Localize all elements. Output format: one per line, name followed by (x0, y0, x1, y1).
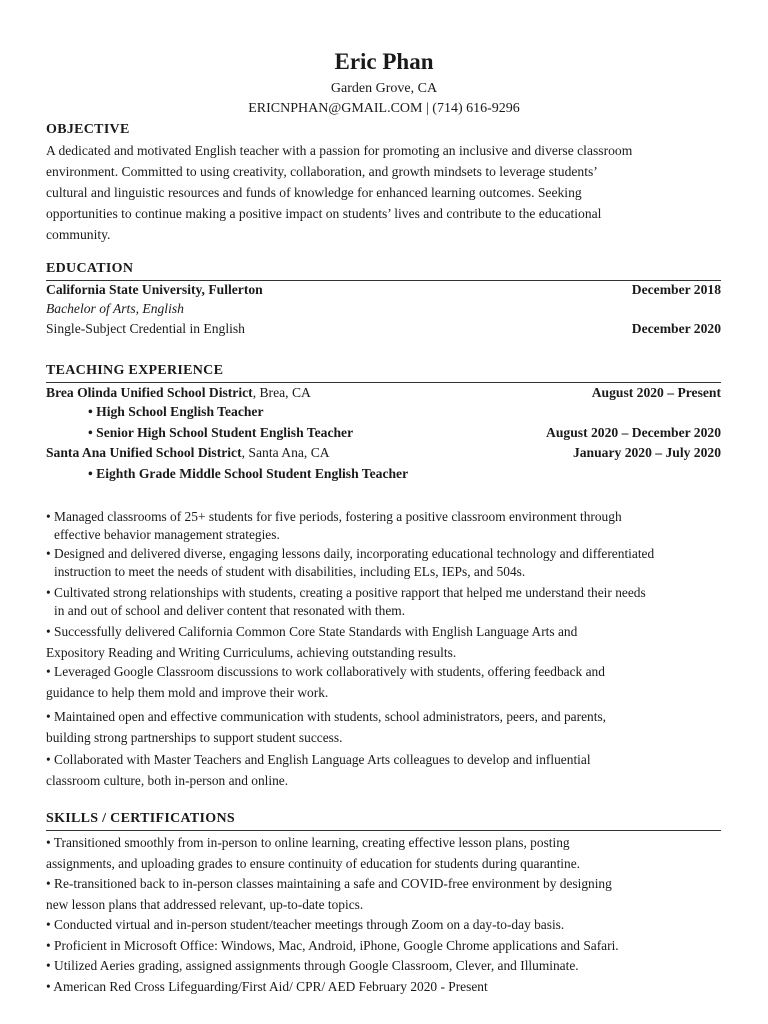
bullet-line: • Collaborated with Master Teachers and English Language Arts colleagues to develop and influential (46, 752, 591, 767)
district1-row (46, 385, 721, 405)
skill-line: • Re-transitioned back to in-person classes maintaining a safe and COVID-free environment by designing (46, 876, 612, 891)
bullet-line: • Cultivated strong relationships with students, creating a positive rapport that helped me understand their needs (46, 585, 646, 600)
school-name: California State University, Fullerton (46, 282, 263, 297)
skill-line: • Transitioned smoothly from in-person to online learning, creating effective lesson plans, posting (46, 835, 570, 850)
skill-line: • Utilized Aeries grading, assigned assignments through Google Classroom, Clever, and Illuminate. (46, 958, 579, 973)
degree: Bachelor of Arts, English (46, 301, 184, 316)
bullet-line: building strong partnerships to support student success. (46, 730, 343, 745)
credential-row (46, 321, 721, 341)
experience-title: TEACHING EXPERIENCE (46, 363, 224, 378)
experience-bullet (46, 508, 736, 544)
bullet-line: instruction to meet the needs of student with disabilities, including ELs, IEPs, and 504s. (54, 564, 526, 579)
education-title: EDUCATION (46, 261, 134, 276)
skills-title: SKILLS / CERTIFICATIONS (46, 811, 235, 826)
experience-bullet (46, 545, 736, 581)
objective-line: opportunities to continue making a positive impact on students’ lives and contribute to the educational (46, 206, 602, 221)
objective-section (46, 122, 721, 245)
bullet-line: • Maintained open and effective communication with students, school administrators, peers, and parents, (46, 709, 607, 724)
bullet-line: classroom culture, both in-person and online. (46, 773, 289, 788)
location: Garden Grove, CA (330, 81, 438, 96)
objective-line: A dedicated and motivated English teacher with a passion for promoting an inclusive and diverse classroom (46, 143, 633, 158)
experience-bullet (46, 749, 736, 791)
bullet-line: • Successfully delivered California Common Core State Standards with English Language Arts and (46, 624, 578, 639)
role1: • High School English Teacher (88, 404, 264, 419)
bullet-line: effective behavior management strategies. (54, 527, 280, 542)
skills-list (46, 833, 736, 997)
candidate-name: Eric Phan (334, 49, 434, 74)
bullet-line: in and out of school and deliver content that resonated with them. (54, 603, 406, 618)
contact-line: ERICNPHAN@GMAIL.COM | (714) 616-9296 (248, 101, 520, 116)
objective-line: cultural and linguistic resources and funds of knowledge for enhanced learning outcomes. Seeking (46, 185, 582, 200)
objective-text (46, 140, 721, 245)
district2-location: , Santa Ana, CA (241, 445, 330, 460)
skill-line: • Conducted virtual and in-person student/teacher meetings through Zoom on a day-to-day basis. (46, 917, 565, 932)
skill-line: assignments, and uploading grades to ensure continuity of education for students during quarantine. (46, 855, 581, 871)
bullet-line: • Designed and delivered diverse, engaging lessons daily, incorporating educational technology and differentiated (46, 546, 655, 561)
skill-line: • American Red Cross Lifeguarding/First Aid/ CPR/ AED February 2020 - Present (46, 978, 488, 994)
bullet-line: guidance to help them mold and improve their work. (46, 685, 329, 700)
experience-bullet (46, 584, 736, 620)
role3: • Eighth Grade Middle School Student English Teacher (88, 466, 409, 481)
district2-date: January 2020 – July 2020 (572, 445, 721, 460)
district1-date: August 2020 – Present (591, 385, 721, 400)
degree-row (46, 301, 721, 321)
experience-bullet (46, 706, 736, 748)
bullet-line: • Leveraged Google Classroom discussions to work collaboratively with students, offering feedback and (46, 664, 605, 679)
skill-line: new lesson plans that addressed relevant, up-to-date topics. (46, 896, 364, 912)
objective-line: environment. Committed to using creativity, collaboration, and growth mindsets to leverage students’ (46, 164, 598, 179)
school-date: December 2018 (631, 282, 721, 297)
district2-name: Santa Ana Unified School District (46, 445, 242, 460)
district1-name: Brea Olinda Unified School District (46, 385, 253, 400)
district1 (46, 385, 311, 401)
district1-location: , Brea, CA (252, 385, 311, 400)
skills-header (46, 811, 721, 831)
experience-header (46, 363, 721, 383)
bullet-line: Expository Reading and Writing Curriculums, achieving outstanding results. (46, 645, 457, 660)
skill-line: • Proficient in Microsoft Office: Windows, Mac, Android, iPhone, Google Chrome applications and Safari. (46, 937, 619, 953)
district2-row (46, 445, 721, 465)
credential: Single-Subject Credential in English (46, 321, 245, 336)
education-school-row (46, 282, 721, 302)
objective-title: OBJECTIVE (46, 122, 130, 137)
experience-bullet (46, 661, 736, 703)
education-header (46, 261, 721, 281)
experience-bullet (46, 621, 736, 663)
bullet-line: • Managed classrooms of 25+ students for five periods, fostering a positive classroom environment through (46, 509, 622, 524)
role2-date: August 2020 – December 2020 (546, 425, 721, 440)
credential-date: December 2020 (631, 321, 721, 336)
district2 (46, 445, 330, 461)
role2-row (46, 425, 721, 445)
objective-line: community. (46, 227, 111, 242)
role2: • Senior High School Student English Teacher (88, 425, 354, 440)
